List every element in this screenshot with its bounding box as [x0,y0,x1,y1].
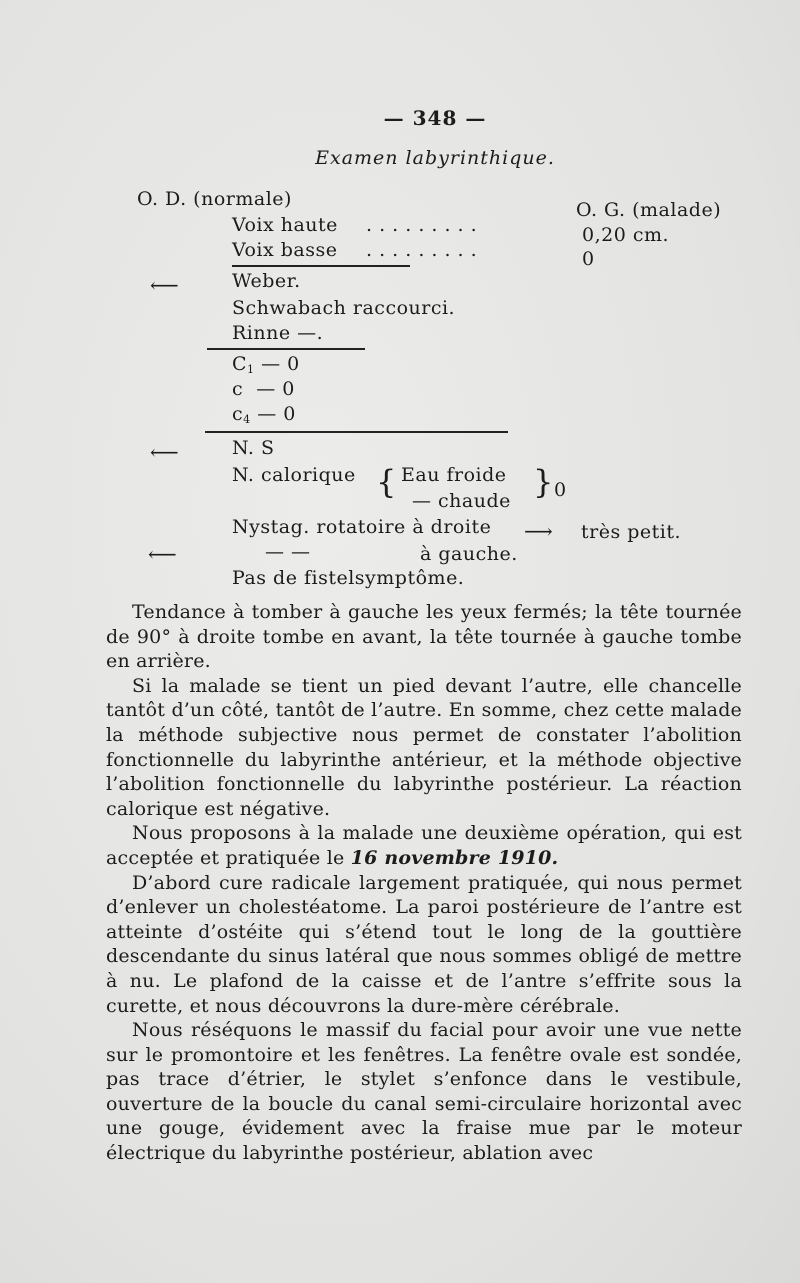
c1-label: C [232,353,248,375]
paragraph: Si la malade se tient un pied devant l’autre, elle chancelle tantôt d’un côté, tantôt de l’autre. En somme, chez cette malade la méthode subjective nous permet de constater l’abolition fonctionnelle du labyrinthe antérieur, et la méthode objective l’abolition fonctionnelle du labyrinthe postérieur. La réaction calorique est négative. [106,674,742,820]
nystag-gauche-label: à gauche. [420,543,518,565]
nystag-value: très petit. [581,521,682,543]
rule-voix [232,265,410,267]
voix-haute-value: 0,20 cm. [582,224,670,246]
nystag-label: Nystag. rotatoire à droite [232,516,492,538]
c-row [232,378,295,400]
body-text [106,600,742,1166]
c-label: c [232,378,244,400]
paragraph: Tendance à tomber à gauche les yeux fermés; la tête tournée de 90° à droite tombe en avant, la tête tournée à gauche tombe en arrière. [106,601,742,673]
og-label: O. G. (malade) [576,199,722,221]
fistel-label: Pas de fistelsymptôme. [232,567,465,589]
chaude-label: — chaude [412,490,511,512]
calorique-label: N. calorique [232,464,356,486]
right-arrow-icon: ⟶ [524,519,553,543]
page-number: — 348 — [383,106,487,130]
left-brace-icon: { [376,463,397,501]
voix-basse-dots: . . . . . . . . . [366,239,478,261]
calorique-value: 0 [554,479,567,501]
c4-row [232,403,296,426]
eau-froide-label: Eau froide [401,464,507,486]
voix-basse-value: 0 [582,248,595,270]
voix-haute-label: Voix haute [232,214,338,236]
voix-haute-dots: . . . . . . . . . [366,214,478,236]
c4-value: — 0 [257,403,296,425]
left-arrow-icon: ⟵ [150,273,179,297]
c1-value: — 0 [261,353,300,375]
paragraph: Nous réséquons le massif du facial pour avoir une vue nette sur le promontoire et les fenêtres. La fenêtre ovale est sondée, pas trace d’étrier, le stylet s’enfonce dans le vestibule, ouverture de la boucle du canal semi-circulaire horizontal avec une gouge, évidement avec la fraise mue par le moteur électrique du labyrinthe postérieur, ablation avec [106,1019,742,1165]
weber-label: Weber. [232,270,301,292]
paragraph: D’abord cure radicale largement pratiquée, qui nous permet d’enlever un cholestéatome. La paroi postérieure de l’antre est atteinte d’ostéite qui s’étend tout le long de la gouttière descendante du sinus latéral que nous sommes obligé de mettre à nu. Le plafond de la caisse et de l’antre s’effrite sous la curette, et nous découvrons la dure-mère cérébrale. [106,871,742,1017]
paragraph-text: Nous proposons à la malade une deuxième opération, qui est acceptée et pratiquée le [106,822,742,869]
c4-label: c [232,403,244,425]
right-brace-icon: } [533,463,554,501]
paragraph [106,821,742,870]
rule-rinne [207,348,365,350]
schwabach-label: Schwabach raccourci. [232,297,456,319]
rule-c4 [205,431,508,433]
c4-subscript: 4 [243,413,251,426]
left-arrow-icon: ⟵ [150,440,179,464]
operation-date: 16 novembre 1910. [350,846,559,869]
voix-basse-label: Voix basse [232,239,338,261]
c1-row [232,353,300,376]
ns-label: N. S [232,437,275,459]
c1-subscript: 1 [247,363,255,376]
left-arrow-icon: ⟵ [148,542,177,566]
rinne-label: Rinne —. [232,322,324,344]
section-heading: Examen labyrinthique. [315,147,555,169]
od-label: O. D. (normale) [137,188,292,210]
nystag-gauche-dashes: — — [265,541,311,563]
c-value: — 0 [256,378,295,400]
